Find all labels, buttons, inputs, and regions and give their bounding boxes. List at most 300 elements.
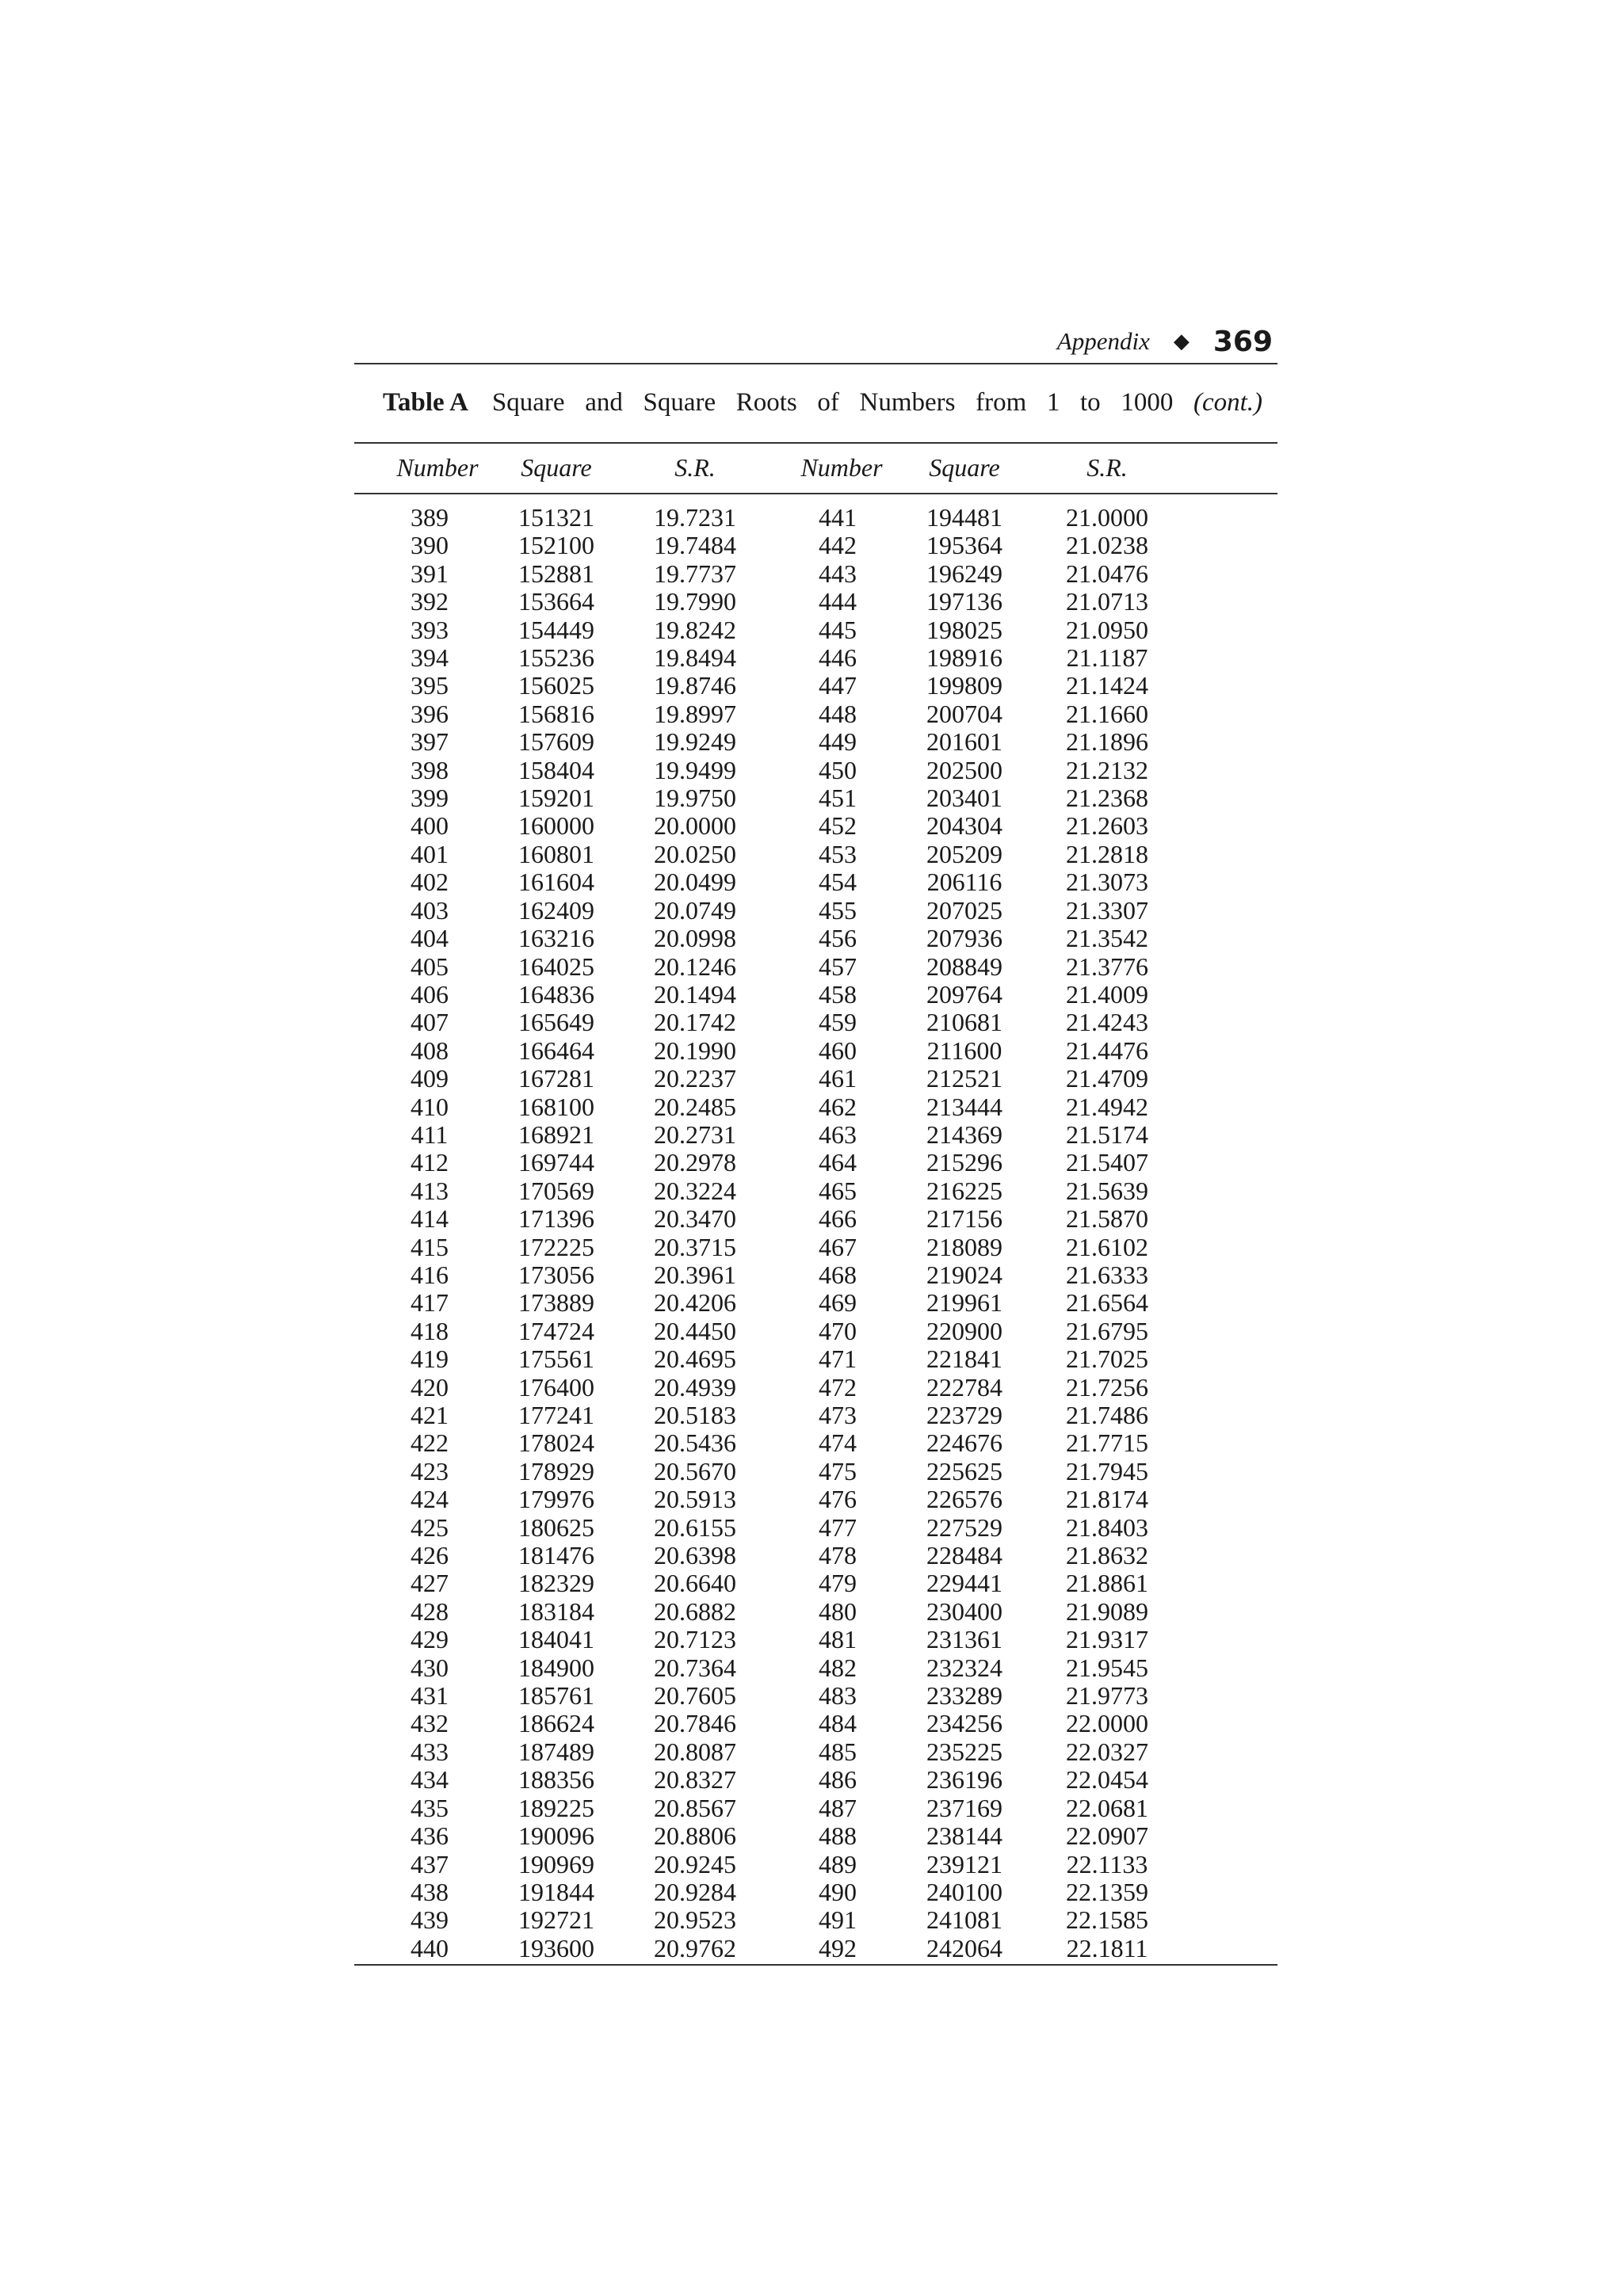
table-row	[354, 1598, 1277, 1626]
cell-sr: 21.4243	[1066, 1008, 1148, 1037]
cell-square: 225625	[926, 1456, 1002, 1486]
cell-sr: 19.8997	[654, 699, 736, 728]
cell-square: 210681	[926, 1008, 1002, 1037]
cell-sr: 19.9249	[654, 727, 736, 757]
cell-square: 173056	[518, 1260, 594, 1289]
cell-square: 218089	[926, 1232, 1002, 1261]
row-spacer	[1194, 494, 1277, 532]
row-spacer	[1194, 1177, 1277, 1205]
table-row	[354, 1458, 1277, 1486]
cell-square: 227529	[926, 1512, 1002, 1542]
cell-sr: 21.3776	[1066, 952, 1148, 981]
cell-number: 467	[819, 1232, 857, 1261]
row-spacer	[1194, 1738, 1277, 1766]
cell-number: 473	[819, 1401, 857, 1429]
cell-square: 152100	[518, 531, 594, 560]
row-spacer	[1194, 1234, 1277, 1261]
table-row	[354, 897, 1277, 925]
cell-number: 439	[411, 1905, 449, 1935]
cell-number: 432	[411, 1709, 449, 1738]
cell-sr: 19.7737	[654, 559, 736, 588]
cell-sr: 21.1896	[1066, 727, 1148, 757]
cell-square: 185761	[518, 1681, 594, 1711]
cell-sr: 20.9245	[654, 1849, 736, 1878]
cell-sr: 20.5670	[654, 1456, 736, 1486]
diamond-icon: ◆	[1173, 330, 1190, 353]
table-row	[354, 1374, 1277, 1402]
cell-number: 471	[819, 1344, 857, 1374]
cell-number: 411	[411, 1119, 449, 1149]
cell-square: 208849	[926, 952, 1002, 981]
cell-number: 434	[411, 1765, 449, 1794]
cell-sr: 20.1990	[654, 1035, 736, 1065]
row-spacer	[1194, 1429, 1277, 1457]
cell-sr: 19.7484	[654, 531, 736, 560]
cell-number: 428	[411, 1596, 449, 1626]
running-head-section: Appendix	[1056, 327, 1150, 355]
row-spacer	[1194, 560, 1277, 588]
cell-square: 231361	[926, 1625, 1002, 1654]
cell-number: 426	[411, 1541, 449, 1570]
cell-number: 452	[819, 811, 857, 841]
cell-square: 214369	[926, 1119, 1002, 1149]
table-row	[354, 1935, 1277, 1965]
cell-number: 466	[819, 1204, 857, 1234]
cell-square: 207936	[926, 924, 1002, 953]
cell-sr: 19.8746	[654, 671, 736, 700]
cell-number: 419	[411, 1344, 449, 1374]
cell-number: 462	[819, 1092, 857, 1121]
cell-number: 404	[411, 924, 449, 953]
cell-sr: 20.0000	[654, 811, 736, 841]
cell-square: 205209	[926, 839, 1002, 868]
table-row	[354, 1318, 1277, 1345]
cell-number: 437	[411, 1849, 449, 1878]
cell-square: 163216	[518, 924, 594, 953]
cell-square: 167281	[518, 1064, 594, 1093]
cell-square: 187489	[518, 1737, 594, 1766]
cell-sr: 21.4942	[1066, 1092, 1148, 1121]
cell-sr: 20.3470	[654, 1204, 736, 1234]
cell-number: 420	[411, 1372, 449, 1402]
table-row	[354, 1402, 1277, 1429]
cell-sr: 21.0000	[1066, 503, 1148, 532]
cell-number: 443	[819, 559, 857, 588]
cell-square: 229441	[926, 1569, 1002, 1598]
cell-sr: 21.5174	[1066, 1119, 1148, 1149]
cell-sr: 21.9317	[1066, 1625, 1148, 1654]
row-spacer	[1194, 1149, 1277, 1177]
cell-square: 193600	[489, 1935, 624, 1965]
cell-square: 212521	[926, 1064, 1002, 1093]
cell-sr: 20.7605	[654, 1681, 736, 1711]
cell-sr: 20.9762	[624, 1935, 766, 1965]
table-row	[354, 1037, 1277, 1065]
row-spacer	[1194, 1458, 1277, 1486]
cell-square: 168921	[518, 1119, 594, 1149]
cell-number: 403	[411, 895, 449, 925]
cell-sr: 20.4695	[654, 1344, 736, 1374]
cell-square: 152881	[518, 559, 594, 588]
cell-square: 181476	[518, 1541, 594, 1570]
cell-number: 423	[411, 1456, 449, 1486]
cell-sr: 20.0749	[654, 895, 736, 925]
table-row	[354, 1289, 1277, 1317]
cell-number: 408	[411, 1035, 449, 1065]
cell-square: 171396	[518, 1204, 594, 1234]
row-spacer	[1194, 672, 1277, 700]
table-row	[354, 588, 1277, 616]
cell-square: 176400	[518, 1372, 594, 1402]
row-spacer	[1194, 1878, 1277, 1906]
table-row	[354, 1710, 1277, 1737]
cell-square: 240100	[926, 1877, 1002, 1906]
row-spacer	[1194, 1710, 1277, 1737]
cell-number: 413	[411, 1176, 449, 1205]
cell-square: 195364	[926, 531, 1002, 560]
cell-square: 191844	[518, 1877, 594, 1906]
cell-number: 395	[411, 671, 449, 700]
cell-number: 460	[819, 1035, 857, 1065]
cell-square: 241081	[926, 1905, 1002, 1935]
cell-sr: 22.1133	[1066, 1849, 1148, 1878]
cell-number: 488	[819, 1821, 857, 1851]
cell-number: 475	[819, 1456, 857, 1486]
row-spacer	[1194, 1794, 1277, 1822]
cell-square: 157609	[518, 727, 594, 757]
cell-sr: 21.0476	[1066, 559, 1148, 588]
cell-sr: 20.0998	[654, 924, 736, 953]
cell-number: 464	[819, 1148, 857, 1177]
squares-table-wrap	[354, 442, 1277, 1966]
cell-number: 454	[819, 868, 857, 897]
row-spacer	[1194, 1261, 1277, 1289]
table-title	[492, 388, 1262, 418]
cell-square: 199809	[926, 671, 1002, 700]
cell-square: 235225	[926, 1737, 1002, 1766]
table-row	[354, 1205, 1277, 1233]
cell-number: 453	[819, 839, 857, 868]
cell-square: 178929	[518, 1456, 594, 1486]
cell-number: 409	[411, 1064, 449, 1093]
cell-number: 407	[411, 1008, 449, 1037]
cell-square: 164836	[518, 979, 594, 1009]
cell-number: 469	[819, 1288, 857, 1318]
cell-number: 455	[819, 895, 857, 925]
table-row	[354, 1009, 1277, 1036]
cell-square: 177241	[518, 1401, 594, 1429]
table-row	[354, 1794, 1277, 1822]
table-row	[354, 868, 1277, 896]
cell-sr: 19.9750	[654, 784, 736, 813]
cell-square: 172225	[518, 1232, 594, 1261]
row-spacer	[1194, 1766, 1277, 1794]
cell-sr: 21.7256	[1066, 1372, 1148, 1402]
cell-square: 182329	[518, 1569, 594, 1598]
cell-sr: 21.3542	[1066, 924, 1148, 953]
cell-number: 389	[411, 503, 449, 532]
cell-sr: 20.1494	[654, 979, 736, 1009]
table-row	[354, 1514, 1277, 1542]
table-row	[354, 1878, 1277, 1906]
table-row	[354, 1261, 1277, 1289]
cell-number: 456	[819, 924, 857, 953]
cell-sr: 21.6564	[1066, 1288, 1148, 1318]
cell-square: 219961	[926, 1288, 1002, 1318]
cell-number: 479	[819, 1569, 857, 1598]
row-spacer	[1194, 868, 1277, 896]
cell-sr: 20.4206	[654, 1288, 736, 1318]
cell-number: 393	[411, 615, 449, 644]
cell-sr: 20.1246	[654, 952, 736, 981]
cell-number: 392	[411, 587, 449, 616]
cell-number: 446	[819, 643, 857, 673]
table-row	[354, 1626, 1277, 1653]
cell-number: 459	[819, 1008, 857, 1037]
table-row	[354, 841, 1277, 868]
cell-sr: 20.2485	[654, 1092, 736, 1121]
cell-sr: 21.2132	[1066, 755, 1148, 784]
cell-square: 213444	[926, 1092, 1002, 1121]
cell-square: 178024	[518, 1428, 594, 1458]
cell-sr: 19.7231	[654, 503, 736, 532]
cell-sr: 21.2603	[1066, 811, 1148, 841]
cell-square: 179976	[518, 1485, 594, 1514]
cell-number: 421	[411, 1401, 449, 1429]
cell-square: 224676	[926, 1428, 1002, 1458]
row-spacer	[1194, 1289, 1277, 1317]
cell-number: 424	[411, 1485, 449, 1514]
table-label: Table A	[383, 388, 468, 417]
cell-square: 220900	[926, 1316, 1002, 1345]
table-row	[354, 1345, 1277, 1373]
cell-square: 219024	[926, 1260, 1002, 1289]
table-row	[354, 953, 1277, 981]
cell-number: 410	[411, 1092, 449, 1121]
cell-sr: 20.8567	[654, 1793, 736, 1822]
table-row	[354, 1851, 1277, 1878]
cell-square: 211600	[926, 1035, 1002, 1065]
cell-number: 391	[411, 559, 449, 588]
table-row	[354, 1065, 1277, 1093]
cell-square: 234256	[926, 1709, 1002, 1738]
cell-number: 405	[411, 952, 449, 981]
cell-square: 228484	[926, 1541, 1002, 1570]
row-spacer	[1194, 1318, 1277, 1345]
cell-sr: 21.5639	[1066, 1176, 1148, 1205]
table-row	[354, 1906, 1277, 1934]
cell-sr: 21.9773	[1066, 1681, 1148, 1711]
cell-square: 165649	[518, 1008, 594, 1037]
cell-sr: 19.8242	[654, 615, 736, 644]
cell-sr: 21.3073	[1066, 868, 1148, 897]
row-spacer	[1194, 757, 1277, 784]
cell-sr: 21.3307	[1066, 895, 1148, 925]
table-row	[354, 1569, 1277, 1597]
cell-sr: 20.9284	[654, 1877, 736, 1906]
cell-number: 399	[411, 784, 449, 813]
cell-number: 436	[411, 1821, 449, 1851]
cell-number: 429	[411, 1625, 449, 1654]
cell-square: 215296	[926, 1148, 1002, 1177]
cell-square: 226576	[926, 1485, 1002, 1514]
cell-square: 196249	[926, 559, 1002, 588]
cell-sr: 20.8087	[654, 1737, 736, 1766]
table-row	[354, 1234, 1277, 1261]
cell-square: 156816	[518, 699, 594, 728]
cell-square: 184041	[518, 1625, 594, 1654]
cell-number: 470	[819, 1316, 857, 1345]
table-row	[354, 1654, 1277, 1682]
cell-sr: 20.2978	[654, 1148, 736, 1177]
cell-number: 476	[819, 1485, 857, 1514]
cell-square: 201601	[926, 727, 1002, 757]
table-row	[354, 728, 1277, 756]
cell-number: 400	[411, 811, 449, 841]
table-row	[354, 644, 1277, 672]
cell-square: 202500	[926, 755, 1002, 784]
table-row	[354, 981, 1277, 1009]
row-spacer	[1194, 1906, 1277, 1934]
cell-number: 427	[411, 1569, 449, 1598]
cell-number: 450	[819, 755, 857, 784]
table-row	[354, 757, 1277, 784]
table-row	[354, 1429, 1277, 1457]
row-spacer	[1194, 728, 1277, 756]
cell-sr: 21.6333	[1066, 1260, 1148, 1289]
cell-square: 174724	[518, 1316, 594, 1345]
table-row	[354, 700, 1277, 728]
cell-number: 486	[819, 1765, 857, 1794]
cell-square: 232324	[926, 1653, 1002, 1682]
cell-sr: 21.6102	[1066, 1232, 1148, 1261]
row-spacer	[1194, 897, 1277, 925]
cell-sr: 22.0681	[1066, 1793, 1148, 1822]
cell-number: 490	[819, 1877, 857, 1906]
table-row	[354, 1149, 1277, 1177]
cell-number: 457	[819, 952, 857, 981]
cell-square: 158404	[518, 755, 594, 784]
header-spacer	[1194, 443, 1277, 494]
cell-sr: 20.0499	[654, 868, 736, 897]
cell-number: 483	[819, 1681, 857, 1711]
row-spacer	[1194, 1598, 1277, 1626]
cell-square: 217156	[926, 1204, 1002, 1234]
row-spacer	[1194, 1037, 1277, 1065]
cell-number: 472	[819, 1372, 857, 1402]
table-header-row	[354, 443, 1277, 494]
table-row	[354, 1093, 1277, 1121]
cell-number: 481	[819, 1625, 857, 1654]
cell-sr: 22.0454	[1066, 1765, 1148, 1794]
cell-sr: 21.6795	[1066, 1316, 1148, 1345]
header-sr-1: S.R.	[624, 443, 766, 494]
cell-square: 238144	[926, 1821, 1002, 1851]
cell-sr: 19.7990	[654, 587, 736, 616]
squares-table	[354, 442, 1277, 1966]
header-number-2: Number	[766, 443, 909, 494]
cell-sr: 20.7846	[654, 1709, 736, 1738]
cell-number: 438	[411, 1877, 449, 1906]
table-title-cont: (cont.)	[1193, 388, 1263, 417]
cell-number: 444	[819, 587, 857, 616]
cell-number: 422	[411, 1428, 449, 1458]
row-spacer	[1194, 1402, 1277, 1429]
cell-sr: 22.1585	[1066, 1905, 1148, 1935]
cell-square: 186624	[518, 1709, 594, 1738]
cell-square: 239121	[926, 1849, 1002, 1878]
cell-sr: 21.0950	[1066, 615, 1148, 644]
cell-square: 230400	[926, 1596, 1002, 1626]
cell-square: 183184	[518, 1596, 594, 1626]
cell-sr: 20.8327	[654, 1765, 736, 1794]
cell-sr: 21.5870	[1066, 1204, 1148, 1234]
row-spacer	[1194, 1654, 1277, 1682]
header-square-2: Square	[909, 443, 1020, 494]
table-body	[354, 494, 1277, 1965]
cell-square: 203401	[926, 784, 1002, 813]
cell-sr: 22.0327	[1066, 1737, 1148, 1766]
cell-number: 487	[819, 1793, 857, 1822]
cell-number: 480	[819, 1596, 857, 1626]
cell-sr: 21.0238	[1066, 531, 1148, 560]
cell-number: 433	[411, 1737, 449, 1766]
cell-square: 161604	[518, 868, 594, 897]
cell-sr: 21.4476	[1066, 1035, 1148, 1065]
table-row	[354, 784, 1277, 812]
cell-square: 160801	[518, 839, 594, 868]
cell-sr: 21.8632	[1066, 1541, 1148, 1570]
cell-sr: 21.2818	[1066, 839, 1148, 868]
cell-sr: 21.1187	[1066, 643, 1148, 673]
cell-sr: 20.2237	[654, 1064, 736, 1093]
cell-sr: 21.5407	[1066, 1148, 1148, 1177]
cell-number: 485	[819, 1737, 857, 1766]
cell-square: 204304	[926, 811, 1002, 841]
row-spacer	[1194, 1851, 1277, 1878]
cell-number: 451	[819, 784, 857, 813]
cell-sr: 21.1424	[1066, 671, 1148, 700]
cell-sr: 19.8494	[654, 643, 736, 673]
table-row	[354, 532, 1277, 559]
row-spacer	[1194, 1822, 1277, 1850]
cell-sr: 21.7025	[1066, 1344, 1148, 1374]
page-number: 369	[1212, 325, 1273, 358]
cell-square: 197136	[926, 587, 1002, 616]
table-row	[354, 812, 1277, 840]
table-row	[354, 1682, 1277, 1710]
cell-square: 190096	[518, 1821, 594, 1851]
table-row	[354, 560, 1277, 588]
cell-sr: 21.7945	[1066, 1456, 1148, 1486]
table-row	[354, 1486, 1277, 1513]
cell-sr: 20.4939	[654, 1372, 736, 1402]
cell-sr: 21.4009	[1066, 979, 1148, 1009]
row-spacer	[1194, 812, 1277, 840]
cell-sr: 20.3224	[654, 1176, 736, 1205]
running-head	[354, 325, 1277, 364]
cell-number: 397	[411, 727, 449, 757]
cell-square: 155236	[518, 643, 594, 673]
row-spacer	[1194, 1682, 1277, 1710]
cell-square: 190969	[518, 1849, 594, 1878]
cell-number: 417	[411, 1288, 449, 1318]
cell-number: 484	[819, 1709, 857, 1738]
table-title-text: Square and Square Roots of Numbers from 1 to 1000	[491, 388, 1174, 417]
row-spacer	[1194, 1514, 1277, 1542]
cell-number: 468	[819, 1260, 857, 1289]
cell-square: 180625	[518, 1512, 594, 1542]
